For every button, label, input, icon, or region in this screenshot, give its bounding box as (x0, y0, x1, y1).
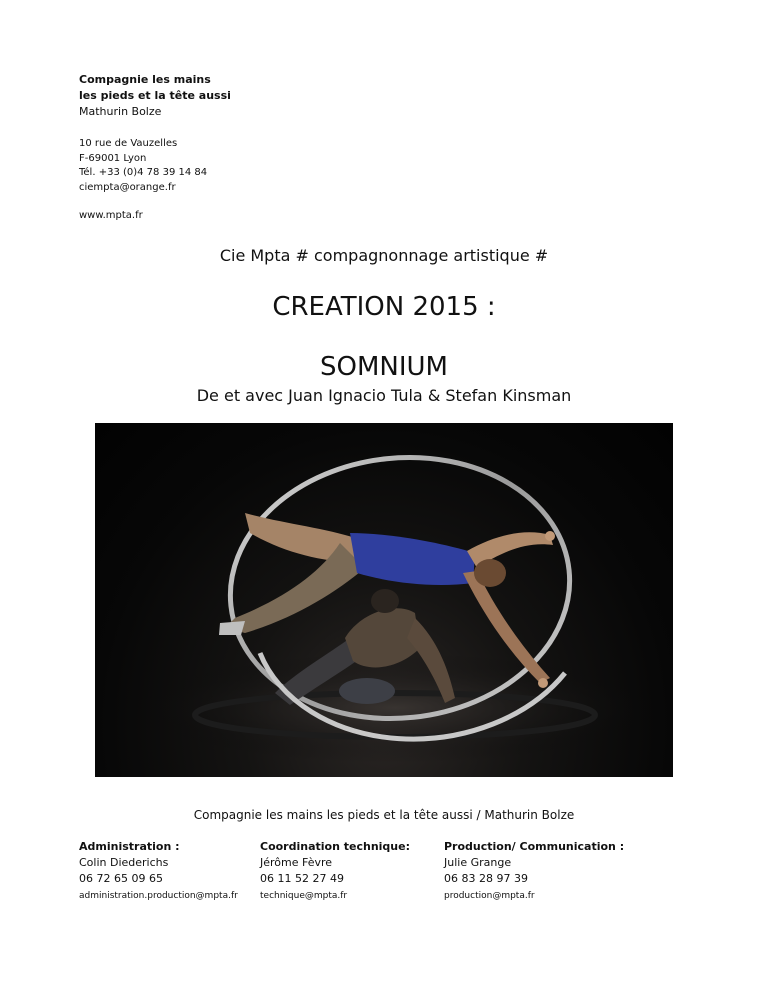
tagline: Cie Mpta # compagnonnage artistique # (219, 246, 549, 265)
address-city: F-69001 Lyon (79, 152, 147, 164)
contact-email: technique@mpta.fr (260, 891, 348, 901)
contact-role: Production/ Communication : (444, 840, 625, 853)
address-block (79, 137, 379, 195)
contact-role: Administration : (79, 840, 180, 853)
contact-name: Jérôme Fèvre (260, 856, 333, 869)
company-header (79, 72, 379, 223)
contact-role: Coordination technique: (260, 840, 410, 853)
contact-production (444, 839, 624, 903)
creation-title: CREATION 2015 : (272, 292, 496, 322)
address-email: ciempta@orange.fr (79, 181, 176, 193)
company-name-line-1: Compagnie les mains (79, 73, 211, 86)
show-title: SOMNIUM (320, 352, 448, 382)
company-name-line-2: les pieds et la tête aussi (79, 89, 231, 102)
contact-technical (260, 839, 410, 903)
address-street: 10 rue de Vauzelles (79, 138, 178, 149)
contact-name: Colin Diederichs (79, 856, 169, 869)
website-url: www.mpta.fr (79, 210, 143, 221)
contact-email: production@mpta.fr (444, 891, 535, 901)
contact-phone: 06 11 52 27 49 (260, 872, 344, 885)
contact-phone: 06 83 28 97 39 (444, 872, 528, 885)
contact-email: administration.production@mpta.fr (79, 891, 238, 901)
contact-phone: 06 72 65 09 65 (79, 872, 163, 885)
address-phone: Tél. +33 (0)4 78 39 14 84 (79, 167, 208, 178)
director-name: Mathurin Bolze (79, 105, 162, 118)
contact-name: Julie Grange (444, 856, 512, 869)
footer-company-line: Compagnie les mains les pieds et la tête aussi / Mathurin Bolze (193, 808, 575, 822)
show-credits: De et avec Juan Ignacio Tula & Stefan Kinsman (196, 386, 572, 405)
contact-administration (79, 839, 238, 903)
performance-photo (95, 423, 673, 777)
